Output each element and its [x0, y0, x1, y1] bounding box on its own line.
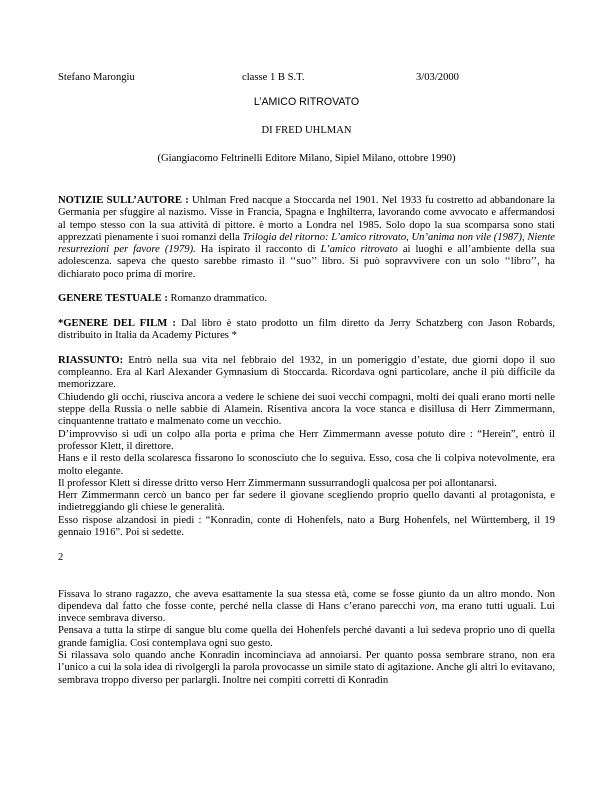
- edition-info: (Giangiacomo Feltrinelli Editore Milano, Sipiel Milano, ottobre 1990): [157, 153, 456, 164]
- book-title: L’AMICO RITROVATO: [253, 96, 360, 108]
- document-body: [58, 195, 555, 687]
- film-label: *GENERE DEL FILM :: [58, 317, 176, 329]
- page-number: 2: [58, 551, 64, 563]
- continuation-paragraph: Pensava a tutta la stirpe di sangue blu come quella dei Hohenfels perché davanti a lui sedeva proprio uno di quella grande famiglia. Così contemplava ogni suo gesto.: [58, 625, 555, 649]
- film-paragraph: *GENERE DEL FILM : Dal libro è stato prodotto un film diretto da Jerry Schatzberg con Jason Robards, distribuito in Italia da Academy Pictures *: [58, 317, 555, 342]
- continuation-paragraph: Si rilassava solo quando anche Konradin incominciava ad annoiarsi. Per quanto possa sembrare strano, non era l’unico a cui la sola idea di rivolgergli la parola provocasse un simile stato di agitazione. Anche gli altri lo evitavano, sembrava troppo diverso per parlargli. Inoltre nei compiti corretti di Konradin: [58, 649, 555, 686]
- author-notes-label: NOTIZIE SULL’AUTORE :: [58, 195, 189, 206]
- genre-label: GENERE TESTUALE :: [58, 293, 168, 305]
- trilogy-title: Trilogia del ritorno: L’amico ritrovato, Un’anima non vile (1987), Niente resurrezioni per favore (1979).: [58, 231, 555, 256]
- summary-label: RIASSUNTO:: [58, 354, 124, 366]
- summary-paragraph: RIASSUNTO: Entrò nella sua vita nel febbraio del 1932, in un pomeriggio d’estate, due giorni dopo il suo compleanno. Era al Karl Alexander Gymnasium di Stoccarda. Ricordava ogni particolare, anche il più difficile da memorizzare.: [58, 354, 555, 391]
- summary-paragraph: Chiudendo gli occhi, riusciva ancora a vedere le schiene dei suoi vecchi compagni, molti dei quali erano morti nelle steppe della Russia o nelle sabbie di Alamein. Risentiva ancora la voce stanca e disillusa di Herr Zimmermann, cinquantenne trattato e malmenato come un vecchio.: [58, 391, 555, 428]
- summary-paragraph: D’improvviso si udì un colpo alla porta e prima che Herr Zimmermann avesse potuto dire : “Herein”, entrò il professor Klett, il direttore.: [58, 428, 555, 452]
- summary-paragraph: Il professor Klett si diresse dritto verso Herr Zimmermann sussurrandogli qualcosa per poi allontanarsi.: [58, 477, 497, 489]
- author-name: Stefano Marongiu: [58, 72, 135, 83]
- document-date: 3/03/2000: [416, 72, 459, 83]
- continuation-paragraph: Fissava lo strano ragazzo, che aveva esattamente la sua stessa età, come se fosse giunto da un altro mondo. Non dipendeva dal fatto che fosse conte, perché nella classe di Hans c’erano parecchi von, ma erano tutti uguali. Lui invece sembrava diverso.: [58, 588, 555, 625]
- genre-paragraph: GENERE TESTUALE : Romanzo drammatico.: [58, 293, 268, 305]
- class-label: classe 1 B S.T.: [242, 72, 305, 83]
- summary-paragraph: Hans e il resto della scolaresca fissarono lo sconosciuto che lo seguiva. Esso, cosa che li colpiva notevolmente, era molto elegante.: [58, 453, 555, 477]
- author-notes-paragraph: NOTIZIE SULL’AUTORE : Uhlman Fred nacque a Stoccarda nel 1901. Nel 1933 fu costretto ad abbandonare la Germania per sfuggire al nazismo. Visse in Francia, Spagna e Inghilterra, lavorando come avvocato e affermandosi al tempo stesso con la sua attività di pittore. è morto a Londra nel 1985. Solo dopo la sua scomparsa sono stati apprezzati pienamente i suoi romanzi della Trilogia del ritorno: L’amico ritrovato, Un’anima non vile (1987), Niente resurrezioni per favore (1979). Ha ispirato il racconto di L’amico ritrovato ai luoghi e all’ambiente della sua adolescenza. sapeva che questo sarebbe rimasto il ‘‘suo’’ libro. Si può sopravvivere con un solo ‘‘libro’’, ha dichiarato poco prima di morire.: [58, 195, 555, 280]
- novel-title: L’amico ritrovato: [320, 244, 398, 256]
- document-header: [58, 72, 555, 86]
- von-word: von: [419, 600, 435, 612]
- book-author-line: DI FRED UHLMAN: [261, 125, 352, 136]
- summary-paragraph: Herr Zimmermann cercò un banco per far sedere il giovane scegliendo proprio quello davanti al protagonista, e indietreggiando gli chiese le generalità.: [58, 490, 555, 514]
- summary-paragraph: Esso rispose alzandosi in piedi : “Konradin, conte di Hohenfels, nato a Burg Hohenfels, nel Württemberg, il 19 gennaio 1916”. Poi si sedette.: [58, 514, 555, 539]
